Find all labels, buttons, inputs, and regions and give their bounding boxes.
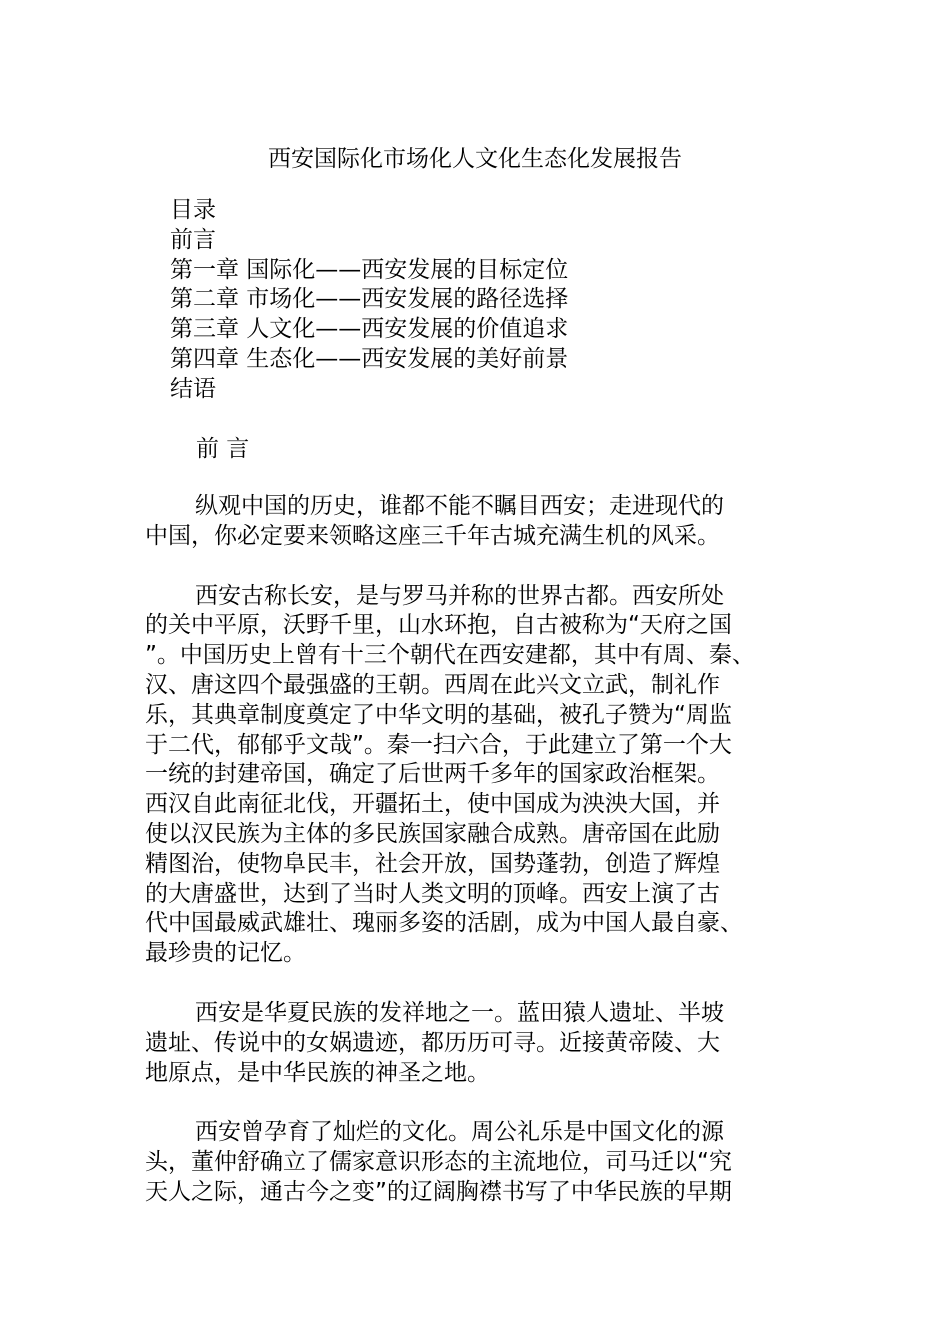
text-line: 的大唐盛世，达到了当时人类文明的顶峰。西安上演了古 xyxy=(145,880,720,907)
paragraph xyxy=(145,582,810,969)
text-line: 纵观中国的历史，谁都不能不瞩目西安；走进现代的 xyxy=(195,493,724,519)
text-line: 地原点，是中华民族的神圣之地。 xyxy=(145,1059,490,1086)
text-line: 中国，你必定要来领略这座三千年古城充满生机的风采。 xyxy=(145,522,720,549)
text-line: 西安是华夏民族的发祥地之一。蓝田猿人遗址、半坡 xyxy=(195,999,724,1026)
text-line: 使以汉民族为主体的多民族国家融合成熟。唐帝国在此励 xyxy=(145,820,720,847)
text-line: 代中国最威武雄壮、瑰丽多姿的活剧，成为中国人最自豪、 xyxy=(145,910,743,937)
toc-item: 第三章 人文化——西安发展的价值追求 xyxy=(170,316,569,343)
text-line: 天人之际，通古今之变”的辽阔胸襟书写了中华民族的早期 xyxy=(145,1178,732,1205)
text-line: 西汉自此南征北伐，开疆拓土，使中国成为泱泱大国，并 xyxy=(145,791,720,818)
text-line: 头，董仲舒确立了儒家意识形态的主流地位，司马迁以“究 xyxy=(145,1149,732,1176)
body-text xyxy=(145,492,810,1238)
text-line: 遗址、传说中的女娲遗迹，都历历可寻。近接黄帝陵、大 xyxy=(145,1029,720,1056)
text-line: 西安曾孕育了灿烂的文化。周公礼乐是中国文化的源 xyxy=(195,1119,724,1146)
table-of-contents xyxy=(170,196,568,405)
toc-item: 前言 xyxy=(170,226,216,253)
toc-item: 目录 xyxy=(170,197,216,223)
text-line: 最珍贵的记忆。 xyxy=(145,940,306,967)
text-line: 汉、唐这四个最强盛的王朝。西周在此兴文立武，制礼作 xyxy=(145,671,720,698)
preface-heading: 前 言 xyxy=(196,436,250,462)
text-line: 西安古称长安，是与罗马并称的世界古都。西安所处 xyxy=(195,582,724,609)
text-line: 精图治，使物阜民丰，社会开放，国势蓬勃，创造了辉煌 xyxy=(145,850,720,877)
text-line: 于二代，郁郁乎文哉”。秦一扫六合，于此建立了第一个大 xyxy=(145,731,732,758)
paragraph xyxy=(145,999,810,1088)
text-line: 的关中平原，沃野千里，山水环抱，自古被称为“天府之国 xyxy=(145,612,732,639)
toc-item: 第二章 市场化——西安发展的路径选择 xyxy=(170,286,569,313)
toc-item: 结语 xyxy=(170,375,216,402)
text-line: 一统的封建帝国，确定了后世两千多年的国家政治框架。 xyxy=(145,761,720,788)
text-line: ”。中国历史上曾有十三个朝代在西安建都，其中有周、秦、 xyxy=(145,642,755,669)
toc-item: 第四章 生态化——西安发展的美好前景 xyxy=(170,345,569,372)
paragraph xyxy=(145,1118,810,1207)
paragraph xyxy=(145,492,810,552)
toc-item: 第一章 国际化——西安发展的目标定位 xyxy=(170,256,569,283)
text-line: 乐，其典章制度奠定了中华文明的基础，被孔子赞为“周监 xyxy=(145,701,732,728)
document-title: 西安国际化市场化人文化生态化发展报告 xyxy=(268,146,682,172)
